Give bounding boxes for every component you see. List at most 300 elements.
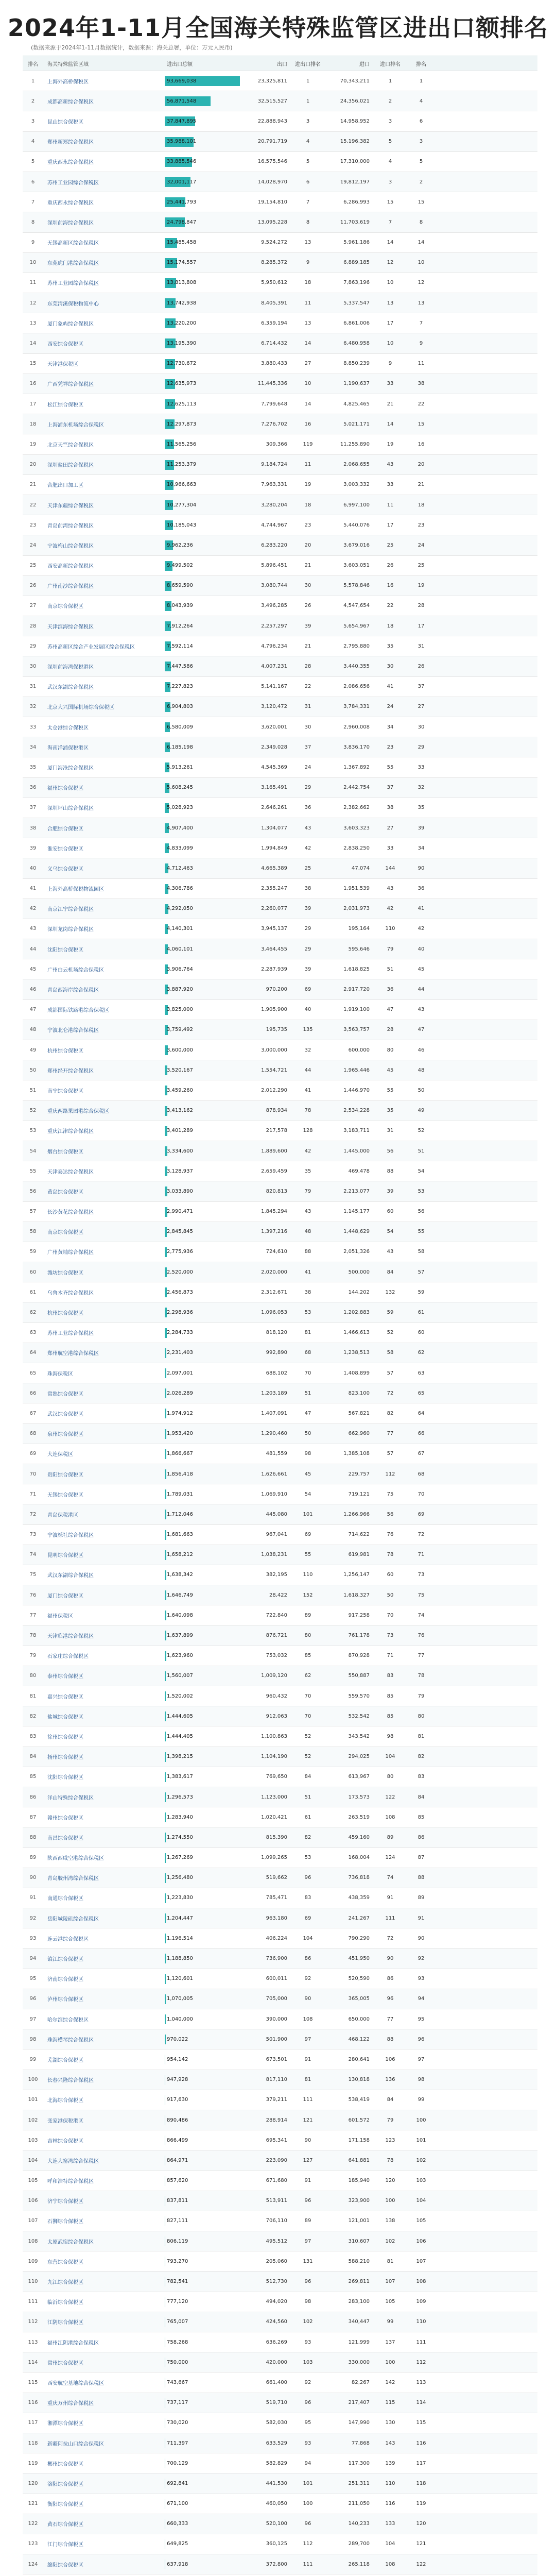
row-export: 3,120,472	[261, 704, 287, 710]
row-import: 6,889,185	[343, 260, 370, 266]
table-row	[23, 1989, 537, 2009]
row-total-cell	[165, 2372, 242, 2392]
row-rank: 54	[29, 1148, 37, 1154]
row-rank: 26	[29, 583, 37, 589]
table-row	[23, 1202, 537, 1222]
row-import-rank: 28	[387, 1027, 394, 1033]
row-export: 2,349,028	[261, 744, 287, 750]
table-row	[23, 2171, 537, 2191]
row-total-value: 711,397	[167, 2440, 188, 2446]
row-total-cell	[165, 2534, 242, 2554]
row-total-value: 15,174,557	[167, 260, 197, 266]
row-total-value: 1,040,000	[167, 2016, 193, 2022]
row-rank: 66	[29, 1390, 37, 1396]
row-import-rank: 33	[387, 381, 394, 387]
row-export: 6,359,194	[261, 320, 287, 326]
row-rank: 107	[28, 2218, 38, 2224]
row-import-rank: 78	[387, 2157, 394, 2163]
table-row	[23, 273, 537, 293]
row-import-rank: 77	[387, 2016, 394, 2022]
row-export: 1,845,294	[261, 1209, 287, 1215]
row-export: 2,659,459	[261, 1168, 287, 1174]
table-row	[23, 556, 537, 576]
row-import-rank: 138	[385, 2218, 395, 2224]
row-total-cell	[165, 1706, 242, 1726]
row-rank: 56	[29, 1188, 37, 1194]
row-name: 盐城综合保税区	[47, 1714, 83, 1720]
row-total-cell	[165, 354, 242, 374]
row-rank: 8	[31, 219, 35, 225]
row-import: 2,382,662	[343, 805, 370, 811]
row-export-rank: 90	[304, 1996, 311, 2002]
row-export-rank: 26	[304, 603, 311, 609]
row-total-value: 2,026,289	[167, 1390, 193, 1396]
row-total-cell	[165, 172, 242, 192]
row-rank-2: 4	[419, 98, 423, 104]
row-rank: 75	[29, 1572, 37, 1578]
row-import-rank: 31	[387, 1128, 394, 1134]
row-export: 32,515,527	[257, 98, 287, 104]
row-export: 912,063	[266, 1713, 287, 1719]
row-rank: 94	[29, 1956, 37, 1962]
row-total-cell	[165, 596, 242, 616]
row-export-rank: 51	[304, 1390, 311, 1396]
row-rank-2: 119	[416, 2501, 426, 2507]
row-total-value: 827,111	[167, 2218, 188, 2224]
row-import-rank: 16	[387, 583, 394, 589]
row-import-rank: 27	[387, 825, 394, 831]
row-export: 1,104,190	[261, 1754, 287, 1760]
row-total-cell	[165, 132, 242, 151]
table-row	[23, 212, 537, 232]
row-rank: 13	[29, 320, 37, 326]
row-rank: 82	[29, 1713, 37, 1719]
row-export-rank: 88	[304, 1249, 311, 1255]
row-export: 636,269	[266, 2339, 287, 2345]
row-export: 1,038,231	[261, 1552, 287, 1558]
row-total-value: 24,798,847	[167, 219, 197, 225]
row-import: 140,233	[348, 2521, 370, 2527]
row-import: 340,447	[348, 2319, 370, 2325]
row-name: 宁波梅山综合保税区	[47, 543, 94, 549]
table-row	[23, 2473, 537, 2494]
row-name: 无锡高新区综合保税区	[47, 241, 99, 247]
row-name: 赣州综合保税区	[47, 1815, 83, 1821]
row-name: 合肥综合保税区	[47, 826, 83, 832]
row-name: 厦门海沧综合保税区	[47, 765, 94, 771]
table-row	[23, 2372, 537, 2393]
row-import-rank: 56	[387, 1148, 394, 1154]
row-import-rank: 11	[387, 502, 394, 508]
row-total-cell	[165, 1686, 242, 1706]
row-name: 长沙黄花综合保税区	[47, 1210, 94, 1216]
row-name: 青岛前湾综合保税区	[47, 523, 94, 529]
row-export-rank: 82	[304, 1834, 311, 1840]
row-total-value: 6,904,803	[167, 704, 193, 710]
row-import: 70,343,211	[340, 78, 370, 84]
row-import: 1,446,970	[343, 1087, 370, 1093]
row-import: 601,572	[348, 2117, 370, 2123]
row-name: 义乌综合保税区	[47, 866, 83, 872]
table-row	[23, 434, 537, 454]
row-import: 2,534,228	[343, 1108, 370, 1114]
table-row	[23, 172, 537, 192]
row-import-rank: 45	[387, 1067, 394, 1073]
row-total-cell	[165, 1121, 242, 1141]
row-total-cell	[165, 91, 242, 111]
row-name: 天津临港综合保税区	[47, 1634, 94, 1640]
table-row	[23, 2191, 537, 2211]
row-total-value: 12,297,873	[167, 421, 197, 427]
row-import-rank: 139	[385, 2460, 395, 2466]
table-row	[23, 2312, 537, 2332]
row-total-value: 917,630	[167, 2097, 188, 2103]
row-import-rank: 81	[387, 2258, 394, 2264]
header-rank-2: 排名	[416, 61, 426, 67]
row-rank: 81	[29, 1693, 37, 1699]
row-total-cell	[165, 1827, 242, 1847]
row-name: 武汉东湖综合保税区	[47, 1573, 94, 1579]
row-total-cell	[165, 1383, 242, 1403]
row-export-rank: 41	[304, 1269, 311, 1275]
row-import-rank: 21	[387, 401, 394, 407]
row-name: 东莞虎门港综合保税区	[47, 261, 99, 267]
row-export-rank: 90	[304, 2137, 311, 2143]
row-rank-2: 19	[418, 583, 425, 589]
row-export-rank: 52	[304, 1754, 311, 1760]
row-export-rank: 89	[304, 1612, 311, 1618]
row-total-value: 1,196,514	[167, 1935, 193, 1941]
table-row	[23, 1605, 537, 1625]
row-total-cell	[165, 737, 242, 757]
row-import: 168,004	[348, 1855, 370, 1861]
row-total-cell	[165, 1323, 242, 1343]
row-total-cell	[165, 1747, 242, 1767]
row-name: 广西凭祥综合保税区	[47, 382, 94, 388]
row-export-rank: 112	[303, 2541, 313, 2547]
row-rank-2: 49	[418, 1108, 425, 1114]
row-export-rank: 102	[303, 2319, 313, 2325]
row-rank: 99	[29, 2056, 37, 2062]
row-export: 3,165,491	[261, 785, 287, 791]
row-export: 217,578	[266, 1128, 287, 1134]
row-export-rank: 9	[306, 260, 310, 266]
row-import: 619,981	[348, 1552, 370, 1558]
row-rank: 67	[29, 1410, 37, 1416]
table-row	[23, 1545, 537, 1565]
row-export: 424,560	[266, 2319, 287, 2325]
row-total-value: 1,267,269	[167, 1855, 193, 1861]
row-export: 1,626,661	[261, 1471, 287, 1477]
row-rank-2: 44	[418, 987, 425, 993]
row-export-rank: 89	[304, 2218, 311, 2224]
row-total-value: 1,681,663	[167, 1532, 193, 1538]
row-import: 1,367,892	[343, 764, 370, 770]
row-export-rank: 61	[304, 1814, 311, 1820]
row-import-rank: 25	[387, 542, 394, 548]
row-name: 大连大窑湾综合保税区	[47, 2158, 99, 2164]
row-total-value: 793,270	[167, 2258, 188, 2264]
row-rank: 115	[28, 2379, 38, 2385]
row-rank-2: 104	[416, 2198, 426, 2204]
table-row	[23, 2413, 537, 2433]
row-rank-2: 98	[418, 2077, 425, 2083]
header-name: 海关特殊监管区域	[47, 61, 89, 67]
table-row	[23, 2514, 537, 2534]
row-rank: 72	[29, 1511, 37, 1517]
row-total-value: 15,485,458	[167, 240, 197, 246]
row-total-value: 947,928	[167, 2077, 188, 2083]
row-export: 5,950,612	[261, 280, 287, 286]
row-total-value: 1,789,031	[167, 1491, 193, 1497]
table-row	[23, 2332, 537, 2352]
row-export: 406,224	[266, 1935, 287, 1941]
row-export-rank: 37	[304, 744, 311, 750]
row-name: 天津港保税区	[47, 362, 78, 368]
row-export: 519,662	[266, 1875, 287, 1881]
row-import: 144,202	[348, 1289, 370, 1295]
row-import-rank: 55	[387, 1087, 394, 1093]
table-row	[23, 879, 537, 899]
row-import-rank: 86	[387, 1976, 394, 1982]
row-total-cell	[165, 1222, 242, 1242]
row-export-rank: 96	[304, 2279, 311, 2285]
row-export-rank: 97	[304, 2036, 311, 2042]
row-name: 厦门综合保税区	[47, 1593, 83, 1599]
row-import: 2,795,880	[343, 643, 370, 649]
row-total-value: 5,028,923	[167, 805, 193, 811]
table-row	[23, 1424, 537, 1444]
row-export-rank: 51	[304, 1794, 311, 1800]
row-total-value: 13,813,808	[167, 280, 197, 286]
row-rank: 76	[29, 1592, 37, 1598]
row-rank-2: 58	[418, 1249, 425, 1255]
row-rank-2: 106	[416, 2238, 426, 2244]
row-import-rank: 110	[385, 926, 395, 932]
row-name: 衡阳综合保税区	[47, 2502, 83, 2508]
row-import-rank: 89	[387, 1834, 394, 1840]
row-name: 泉州综合保税区	[47, 1432, 83, 1438]
row-export-rank: 84	[304, 1774, 311, 1780]
row-total-cell	[165, 798, 242, 818]
row-export-rank: 78	[304, 1108, 311, 1114]
row-rank-2: 78	[418, 1673, 425, 1679]
table-row	[23, 71, 537, 91]
row-rank-2: 116	[416, 2440, 426, 2446]
row-import-rank: 108	[385, 2561, 395, 2567]
row-import: 532,542	[348, 1713, 370, 1719]
row-export: 495,512	[266, 2238, 287, 2244]
table-row	[23, 1444, 537, 1464]
row-export-rank: 32	[304, 1047, 311, 1053]
row-rank-2: 31	[418, 643, 425, 649]
row-name: 西安综合保税区	[47, 342, 83, 348]
row-total-cell	[165, 1625, 242, 1645]
row-total-cell	[165, 2009, 242, 2029]
row-rank-2: 48	[418, 1067, 425, 1073]
row-export: 705,000	[266, 1996, 287, 2002]
table-row	[23, 535, 537, 555]
row-export-rank: 38	[304, 886, 311, 892]
row-rank: 15	[29, 361, 37, 367]
row-name: 广州南沙综合保税区	[47, 584, 94, 590]
row-total-value: 2,298,936	[167, 1310, 193, 1316]
row-total-cell	[165, 2251, 242, 2271]
row-total-cell	[165, 1969, 242, 1989]
row-total-value: 93,669,038	[167, 78, 197, 84]
table-row	[23, 1101, 537, 1121]
row-total-value: 758,268	[167, 2339, 188, 2345]
row-export-rank: 62	[304, 1673, 311, 1679]
row-rank-2: 94	[418, 1996, 425, 2002]
row-export-rank: 81	[304, 2077, 311, 2083]
table-row	[23, 2352, 537, 2372]
table-row	[23, 1242, 537, 1262]
row-rank-2: 17	[418, 623, 425, 629]
row-export-rank: 104	[303, 1935, 313, 1941]
table-row	[23, 313, 537, 333]
row-rank-2: 55	[418, 1229, 425, 1235]
row-rank-2: 42	[418, 926, 425, 932]
row-name: 太原武宿综合保税区	[47, 2239, 94, 2245]
row-export-rank: 127	[303, 2157, 313, 2163]
row-export: 671,680	[266, 2178, 287, 2184]
row-export-rank: 25	[304, 865, 311, 871]
row-name: 西安航空基地综合保税区	[47, 2380, 104, 2386]
table-row	[23, 1121, 537, 1141]
row-export: 963,180	[266, 1915, 287, 1921]
table-row	[23, 192, 537, 212]
row-export: 815,390	[266, 1834, 287, 1840]
row-export: 7,799,648	[261, 401, 287, 407]
row-import: 1,445,000	[343, 1148, 370, 1154]
table-row	[23, 2554, 537, 2574]
row-export: 3,000,000	[261, 1047, 287, 1053]
row-total-cell	[165, 858, 242, 878]
row-import-rank: 19	[387, 441, 394, 447]
row-import-rank: 116	[385, 2501, 395, 2507]
row-rank: 88	[29, 1834, 37, 1840]
row-export-rank: 41	[304, 1087, 311, 1093]
row-name: 绵阳综合保税区	[47, 2562, 83, 2568]
row-name: 福州保税区	[47, 1613, 73, 1619]
row-import: 11,255,890	[340, 441, 370, 447]
row-rank-2: 113	[416, 2379, 426, 2385]
row-total-value: 5,913,261	[167, 764, 193, 770]
row-rank-2: 15	[418, 421, 425, 427]
row-import-rank: 42	[387, 906, 394, 912]
row-total-value: 857,620	[167, 2178, 188, 2184]
row-rank: 23	[29, 522, 37, 528]
row-rank: 101	[28, 2097, 38, 2103]
row-rank-2: 105	[416, 2218, 426, 2224]
row-rank-2: 71	[418, 1552, 425, 1558]
row-total-cell	[165, 2453, 242, 2473]
row-name: 青岛保税港区	[47, 1512, 78, 1518]
row-export: 420,000	[266, 2359, 287, 2365]
row-total-cell	[165, 899, 242, 919]
row-export-rank: 5	[306, 159, 310, 165]
row-import-rank: 12	[387, 260, 394, 266]
row-import: 438,359	[348, 1895, 370, 1901]
row-name: 深圳龙岗综合保税区	[47, 927, 94, 933]
table-row	[23, 576, 537, 596]
row-name: 福州综合保税区	[47, 786, 83, 792]
row-rank: 22	[29, 502, 37, 508]
row-total-cell	[165, 2272, 242, 2291]
row-total-value: 1,188,850	[167, 1956, 193, 1962]
row-import-rank: 100	[385, 2359, 395, 2365]
row-name: 杭州综合保税区	[47, 1048, 83, 1054]
row-import-rank: 112	[385, 1471, 395, 1477]
row-rank: 83	[29, 1733, 37, 1739]
row-total-cell	[165, 979, 242, 999]
table-row	[23, 1040, 537, 1060]
row-import-rank: 26	[387, 563, 394, 569]
row-rank-2: 63	[418, 1370, 425, 1376]
row-rank: 89	[29, 1855, 37, 1861]
row-total-cell	[165, 616, 242, 636]
row-import-rank: 43	[387, 462, 394, 468]
row-rank: 96	[29, 1996, 37, 2002]
row-rank-2: 87	[418, 1855, 425, 1861]
row-export-rank: 97	[304, 2238, 311, 2244]
row-rank-2: 5	[419, 159, 423, 165]
row-import-rank: 4	[388, 159, 392, 165]
row-total-value: 3,825,000	[167, 1007, 193, 1013]
row-export: 3,620,001	[261, 724, 287, 730]
row-import: 263,519	[348, 1814, 370, 1820]
row-export: 4,744,967	[261, 522, 287, 528]
row-total-value: 12,635,973	[167, 381, 197, 387]
row-name: 泸州综合保税区	[47, 1997, 83, 2003]
row-import: 588,210	[348, 2258, 370, 2264]
row-import: 3,679,016	[343, 542, 370, 548]
row-import-rank: 7	[388, 219, 392, 225]
row-total-cell	[165, 1726, 242, 1746]
row-rank: 113	[28, 2339, 38, 2345]
row-export-rank: 96	[304, 1875, 311, 1881]
row-import: 2,917,720	[343, 987, 370, 993]
row-rank-2: 121	[416, 2541, 426, 2547]
row-import-rank: 102	[385, 2238, 395, 2244]
row-rank: 53	[29, 1128, 37, 1134]
row-rank-2: 83	[418, 1774, 425, 1780]
row-rank-2: 13	[418, 300, 425, 306]
row-export: 1,203,189	[261, 1390, 287, 1396]
row-import-rank: 123	[385, 2137, 395, 2143]
row-export: 722,840	[266, 1612, 287, 1618]
table-row	[23, 2251, 537, 2272]
row-import-rank: 74	[387, 1875, 394, 1881]
row-total-cell	[165, 919, 242, 939]
row-name: 陕西西咸空港综合保税区	[47, 1856, 104, 1862]
row-name: 岳阳城陵矶综合保税区	[47, 1916, 99, 1922]
row-rank-2: 74	[418, 1612, 425, 1618]
row-total-cell	[165, 394, 242, 414]
table-row	[23, 152, 537, 172]
table-header	[23, 56, 537, 71]
row-export: 5,896,451	[261, 563, 287, 569]
row-total-cell	[165, 576, 242, 596]
row-export-rank: 108	[303, 2016, 313, 2022]
row-total-value: 1,256,480	[167, 1875, 193, 1881]
row-total-value: 13,195,390	[167, 341, 197, 347]
row-total-cell	[165, 2070, 242, 2090]
row-import-rank: 14	[387, 421, 394, 427]
row-rank: 93	[29, 1935, 37, 1941]
row-export-rank: 20	[304, 542, 311, 548]
